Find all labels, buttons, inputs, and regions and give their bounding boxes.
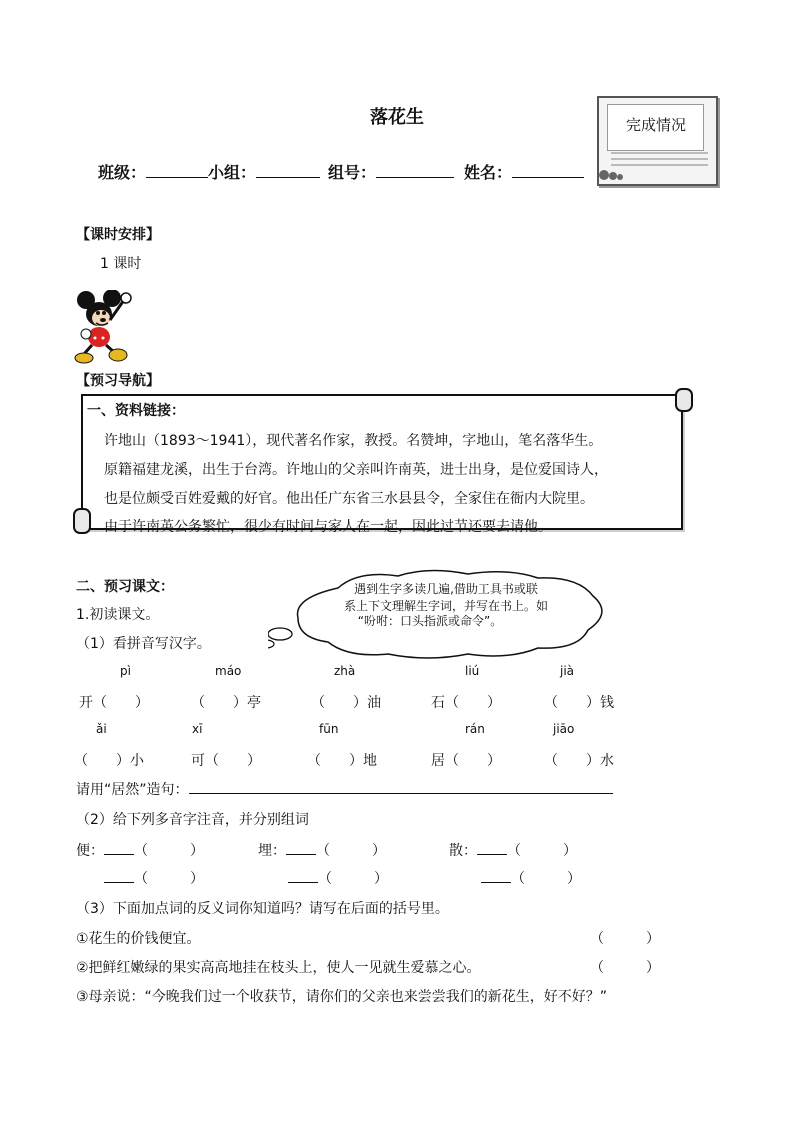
resource-heading: 一、资料链接： (87, 403, 185, 419)
decorative-dot-icon (599, 170, 609, 180)
char-blank[interactable]: （ ）亭 (191, 695, 261, 711)
group-field[interactable] (256, 163, 320, 178)
pinyin-label: rán (465, 722, 485, 736)
pinyin-blank[interactable] (104, 870, 134, 883)
sentence-prompt-label: 请用“居然”造句： (76, 782, 189, 798)
polyphone-row (76, 840, 204, 860)
sentence-answer-line[interactable] (189, 779, 613, 794)
antonym-blank[interactable]: （ ） (590, 960, 660, 976)
pinyin-label: jiāo (553, 722, 575, 736)
pinyin-label: liú (465, 664, 480, 678)
cloud-line: 系上下文理解生字词，并写在书上。如 (343, 599, 548, 613)
resource-line: 许地山（1893～1941），现代著名作家，教授。名赞坤，字地山，笔名落华生。 (104, 433, 603, 449)
subtask-1-label: （1）看拼音写汉字。 (76, 636, 211, 652)
word-blank[interactable]: （ ） (316, 843, 386, 859)
word-blank[interactable]: （ ） (511, 871, 581, 887)
char-blank[interactable]: 石（ ） (431, 695, 501, 711)
name-label: 姓名： (464, 163, 513, 182)
polyphone-char: 便： (76, 843, 104, 859)
tip-thought-cloud (268, 568, 618, 663)
preview-nav-heading: 【预习导航】 (76, 373, 160, 389)
completion-status-label: 完成情况 (625, 116, 686, 134)
resource-line: 原籍福建龙溪，出生于台湾。许地山的父亲叫许南英，进士出身，是位爱国诗人， (104, 462, 608, 478)
schedule-heading: 【课时安排】 (76, 227, 160, 243)
step-1-label: 1.初读课文。 (76, 607, 160, 623)
subtask-3-label: （3）下面加点词的反义词你知道吗？请写在后面的括号里。 (76, 901, 449, 917)
char-blank[interactable]: 开（ ） (79, 695, 149, 711)
class-label: 班级： (98, 163, 147, 182)
antonym-item: ③母亲说：“今晚我们过一个收获节，请你们的父亲也来尝尝我们的新花生，好不好？” (76, 989, 608, 1005)
pinyin-label: xī (192, 722, 203, 736)
pinyin-label: zhà (334, 664, 356, 678)
char-blank[interactable]: （ ）地 (307, 753, 377, 769)
word-blank[interactable]: （ ） (318, 871, 388, 887)
word-blank[interactable]: （ ） (134, 843, 204, 859)
sentence-prompt (76, 779, 613, 799)
cloud-line: “吩咐：口头指派或命令”。 (357, 614, 503, 628)
polyphone-row-2 (104, 868, 204, 888)
resource-line: 也是位颇受百姓爱戴的好官。他出任广东省三水县县令，全家住在衙内大院里。 (104, 491, 594, 507)
group-number-field[interactable] (376, 163, 454, 178)
pinyin-label: fūn (319, 722, 339, 736)
name-field[interactable] (512, 163, 584, 178)
subtask-2-label: （2）给下列多音字注音，并分别组词 (76, 812, 309, 828)
pinyin-label: pì (120, 664, 131, 678)
char-blank[interactable]: （ ）钱 (544, 695, 614, 711)
cartoon-mouse-icon (74, 290, 142, 366)
pinyin-blank[interactable] (288, 870, 318, 883)
cloud-line: 遇到生字多读几遍,借助工具书或联 (354, 582, 538, 596)
schedule-value: 1 课时 (100, 256, 142, 272)
polyphone-row (449, 840, 577, 860)
polyphone-char: 散： (449, 843, 477, 859)
polyphone-row-2 (288, 868, 388, 888)
group-label: 小组： (208, 163, 257, 182)
pinyin-label: máo (215, 664, 242, 678)
completion-status-box (597, 96, 718, 186)
class-field[interactable] (146, 163, 208, 178)
char-blank[interactable]: （ ）水 (544, 753, 614, 769)
word-blank[interactable]: （ ） (134, 871, 204, 887)
resource-line: 由于许南英公务繁忙，很少有时间与家人在一起，因此过节还要去请他。 (104, 519, 552, 535)
char-blank[interactable]: （ ）小 (74, 753, 144, 769)
page-title: 落花生 (370, 107, 424, 128)
polyphone-row-2 (481, 868, 581, 888)
group-number-label: 组号： (328, 163, 377, 182)
pinyin-blank[interactable] (481, 870, 511, 883)
pinyin-label: ǎi (96, 722, 107, 736)
student-info-row (98, 160, 584, 183)
pinyin-label: jià (560, 664, 575, 678)
pinyin-blank[interactable] (286, 842, 316, 855)
resource-scroll-box (75, 388, 691, 536)
antonym-blank[interactable]: （ ） (590, 931, 660, 947)
polyphone-char: 埋： (258, 843, 286, 859)
preview-text-heading: 二、预习课文： (76, 579, 174, 595)
antonym-item: ①花生的价钱便宜。 (76, 931, 201, 947)
char-blank[interactable]: （ ）油 (311, 695, 381, 711)
antonym-item: ②把鲜红嫩绿的果实高高地挂在枝头上，使人一见就生爱慕之心。 (76, 960, 481, 976)
char-blank[interactable]: 居（ ） (431, 753, 501, 769)
word-blank[interactable]: （ ） (507, 843, 577, 859)
pinyin-blank[interactable] (477, 842, 507, 855)
polyphone-row (258, 840, 386, 860)
pinyin-blank[interactable] (104, 842, 134, 855)
char-blank[interactable]: 可（ ） (191, 753, 261, 769)
